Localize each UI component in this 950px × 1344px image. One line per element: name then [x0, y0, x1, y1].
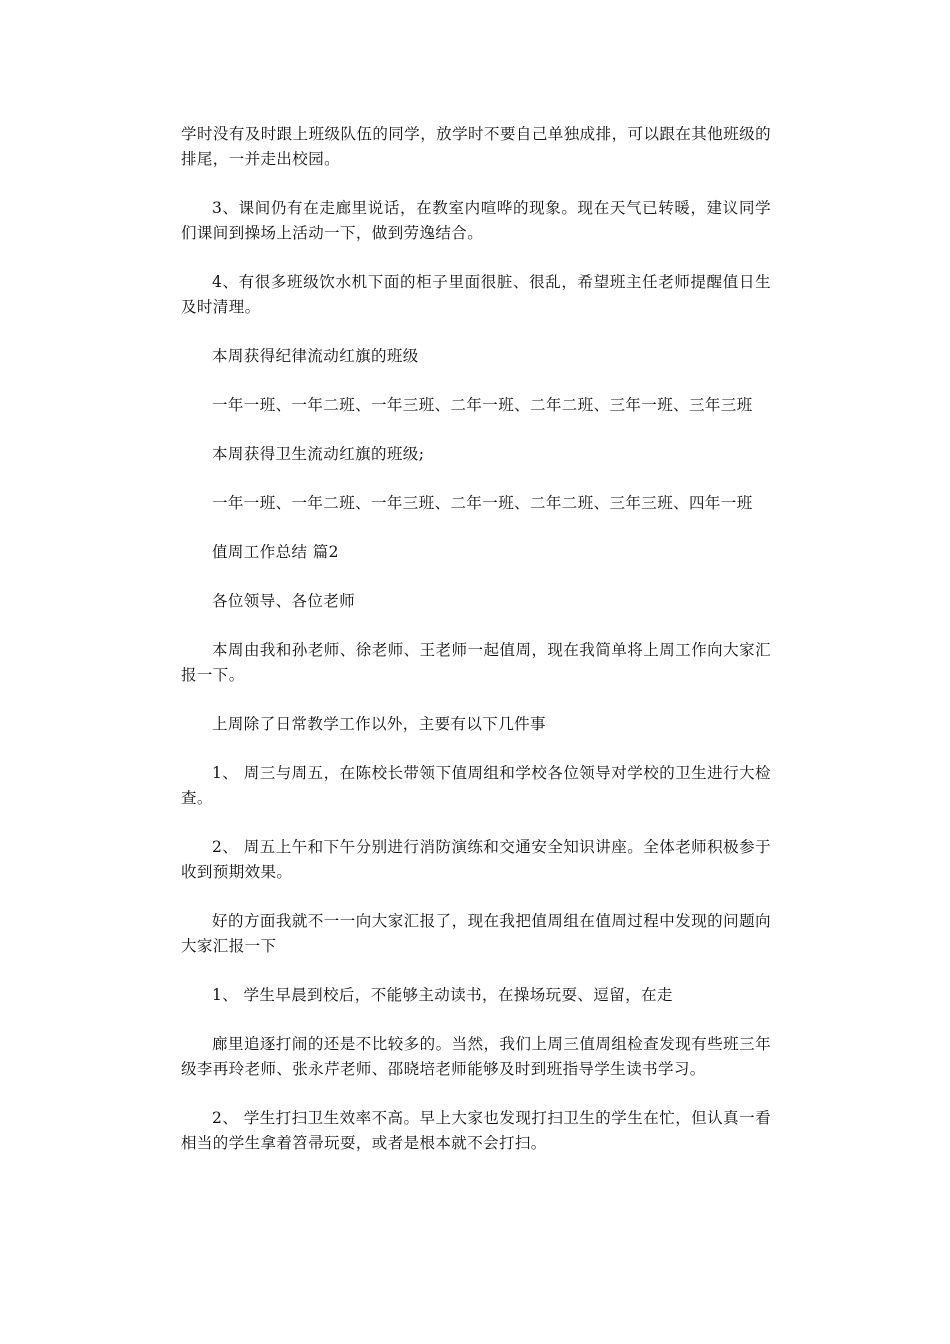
- section-title: 值周工作总结 篇2: [212, 543, 339, 561]
- paragraph: 廊里追逐打闹的还是不比较多的。当然，我们上周三值周组检查发现有些班三年级李再玲老师、张永芹老师、邵晓培老师能够及时到班指导学生读书学习。: [181, 1035, 771, 1078]
- document-body: [181, 122, 771, 1180]
- paragraph: 本周由我和孙老师、徐老师、王老师一起值周，现在我简单将上周工作向大家汇报一下。: [181, 641, 771, 684]
- paragraph: 4、有很多班级饮水机下面的柜子里面很脏、很乱，希望班主任老师提醒值日生及时清理。: [181, 273, 771, 316]
- class-list: 一年一班、一年二班、一年三班、二年一班、二年二班、三年一班、三年三班: [212, 396, 753, 414]
- list-item: 2、 周五上午和下午分别进行消防演练和交通安全知识讲座。全体老师积极参于收到预期效果。: [181, 838, 771, 881]
- paragraph: 本周获得卫生流动红旗的班级;: [212, 445, 425, 463]
- class-list: 一年一班、一年二班、一年三班、二年一班、二年二班、三年三班、四年一班: [212, 494, 753, 512]
- salutation: 各位领导、各位老师: [212, 592, 356, 610]
- paragraph: 3、课间仍有在走廊里说话，在教室内喧哗的现象。现在天气已转暖，建议同学们课间到操场上活动一下，做到劳逸结合。: [181, 199, 771, 242]
- list-item: 2、 学生打扫卫生效率不高。早上大家也发现打扫卫生的学生在忙，但认真一看相当的学生拿着笤帚玩耍，或者是根本就不会打扫。: [181, 1109, 771, 1152]
- paragraph: 上周除了日常教学工作以外，主要有以下几件事: [212, 715, 546, 733]
- paragraph: 好的方面我就不一一向大家汇报了，现在我把值周组在值周过程中发现的问题向大家汇报一下: [181, 912, 771, 955]
- list-item: 1、 学生早晨到校后，不能够主动读书，在操场玩耍、逗留，在走: [212, 986, 673, 1004]
- paragraph: 本周获得纪律流动红旗的班级: [212, 347, 419, 365]
- list-item: 1、 周三与周五，在陈校长带领下值周组和学校各位领导对学校的卫生进行大检查。: [181, 764, 771, 807]
- paragraph: 学时没有及时跟上班级队伍的同学，放学时不要自己单独成排，可以跟在其他班级的排尾，一并走出校园。: [181, 125, 771, 168]
